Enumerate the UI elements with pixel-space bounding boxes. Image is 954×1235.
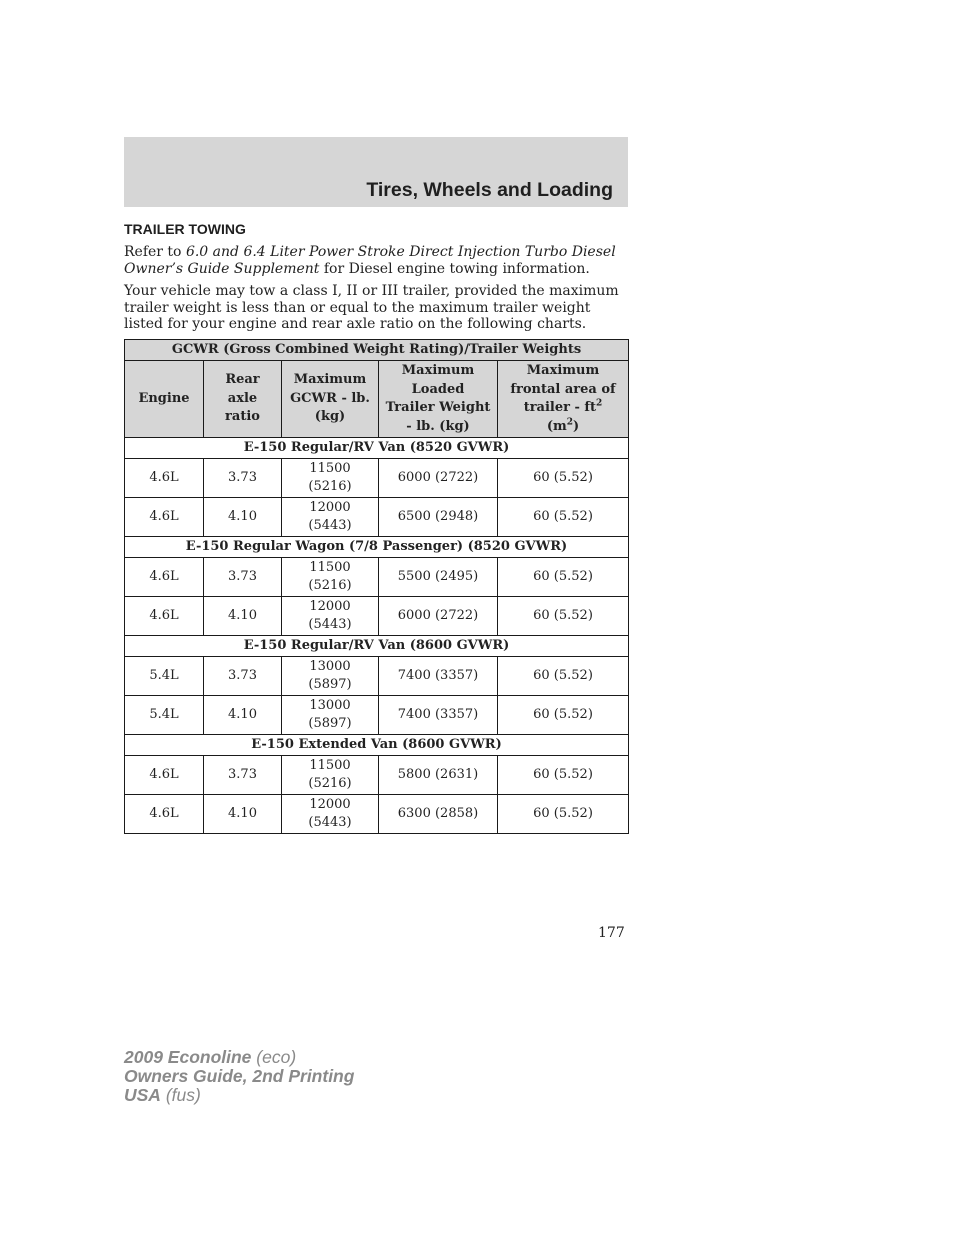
footer-model: 2009 Econoline (124, 1047, 252, 1067)
page-title: Tires, Wheels and Loading (366, 179, 613, 201)
footer-market: USA (124, 1085, 161, 1105)
table-row: 5.4L 4.10 13000 (5897) 7400 (3357) 60 (5.52) (125, 696, 629, 735)
intro-suffix: for Diesel engine towing information. (319, 260, 590, 277)
table-title: GCWR (Gross Combined Weight Rating)/Trailer Weights (125, 340, 629, 361)
document-footer: 2009 Econoline (eco) Owners Guide, 2nd Printing USA (fus) (124, 1047, 355, 1105)
table-row: 4.6L 3.73 11500 (5216) 6000 (2722) 60 (5.52) (125, 459, 629, 498)
col-trailer-weight: Maximum Loaded Trailer Weight - lb. (kg) (379, 361, 498, 438)
group-title: E-150 Regular/RV Van (8520 GVWR) (125, 438, 629, 459)
col-rear-axle: Rear axle ratio (204, 361, 282, 438)
page-number: 177 (598, 925, 625, 941)
supplement-reference: 6.0 and 6.4 Liter Power Stroke Direct Injection Turbo Diesel Owner’s Guide Supplement (124, 244, 616, 277)
table-row: 4.6L 4.10 12000 (5443) 6300 (2858) 60 (5.52) (125, 795, 629, 834)
intro-paragraph-class: Your vehicle may tow a class I, II or III trailer, provided the maximum trailer weight is less than or equal to the maximum trailer weight listed for your engine and rear axle ratio on the following charts. (124, 283, 619, 332)
table-row: 4.6L 3.73 11500 (5216) 5800 (2631) 60 (5.52) (125, 756, 629, 795)
section-title: TRAILER TOWING (124, 221, 246, 237)
trailer-weights-table (124, 339, 629, 834)
col-frontal-area: Maximum frontal area of trailer - $ft^2$ $(m^2)$ (498, 361, 629, 438)
group-title: E-150 Regular/RV Van (8600 GVWR) (125, 636, 629, 657)
col-engine: Engine (125, 361, 204, 438)
intro-prefix: Refer to (124, 244, 186, 260)
footer-edition: Owners Guide, 2nd Printing (124, 1066, 355, 1086)
group-title: E-150 Regular Wagon (7/8 Passenger) (8520 GVWR) (125, 537, 629, 558)
group-title: E-150 Extended Van (8600 GVWR) (125, 735, 629, 756)
table-row: 4.6L 4.10 12000 (5443) 6500 (2948) 60 (5.52) (125, 498, 629, 537)
intro-paragraph-diesel (124, 244, 628, 277)
header-band (124, 137, 628, 207)
table-header-row (125, 361, 629, 438)
table-row: 4.6L 3.73 11500 (5216) 5500 (2495) 60 (5.52) (125, 558, 629, 597)
col-gcwr: Maximum GCWR - lb. (kg) (282, 361, 379, 438)
table-row: 5.4L 3.73 13000 (5897) 7400 (3357) 60 (5.52) (125, 657, 629, 696)
table-row: 4.6L 4.10 12000 (5443) 6000 (2722) 60 (5.52) (125, 597, 629, 636)
